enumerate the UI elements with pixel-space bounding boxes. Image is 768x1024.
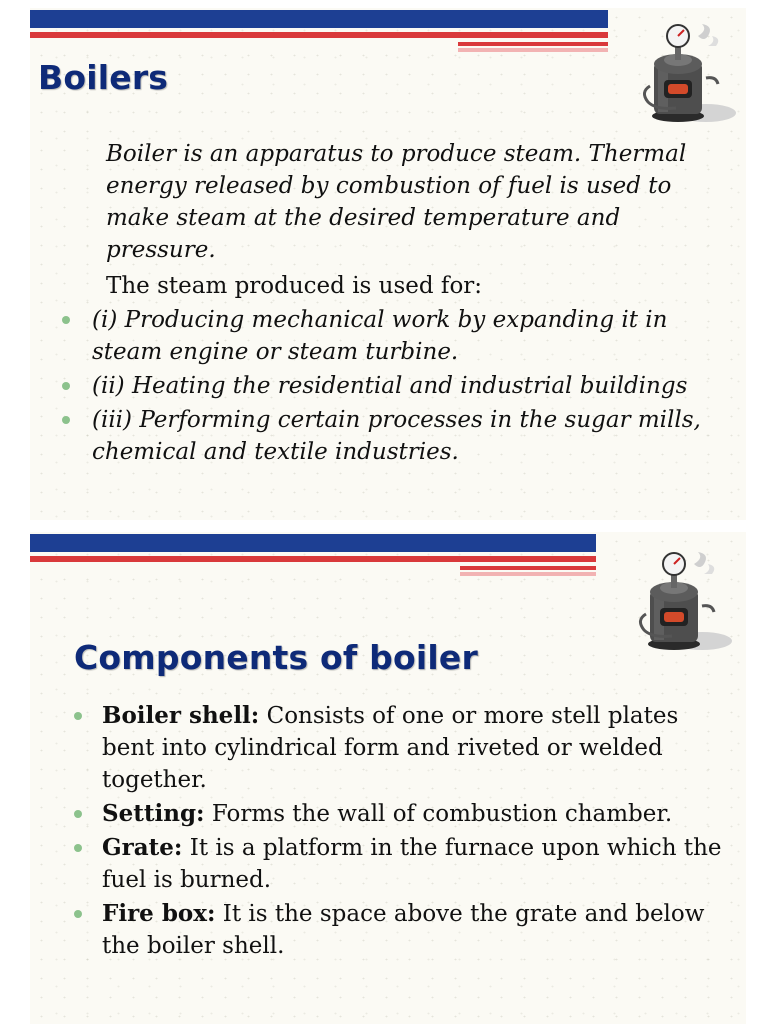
component-text: It is a platform in the furnace upon which the fuel is burned. [102,835,722,893]
bullet-dot-icon [74,810,82,818]
use-text: (iii) Performing certain processes in the sugar mills, chemical and textile industries. [92,407,701,465]
header-bar-red [30,556,596,562]
bullet-dot-icon [74,712,82,720]
slide-components [30,532,746,1024]
list-item [102,700,722,796]
header-bar-red-short [458,42,608,46]
list-item [92,404,732,468]
components-body [102,700,722,964]
component-term: Boiler shell: [102,702,260,729]
list-item [102,798,722,830]
bullet-dot-icon [74,844,82,852]
component-term: Fire box: [102,900,216,927]
uses-list [92,304,732,468]
page-title: Boilers [38,58,169,97]
bullet-dot-icon [62,316,70,324]
components-list [102,700,722,962]
list-item [102,898,722,962]
list-item [102,832,722,896]
component-text: Forms the wall of combustion chamber. [211,801,673,827]
component-text: Consists of one or more stell plates bent into cylindrical form and riveted or welded together. [102,703,679,793]
header-bar-red-short [460,566,596,570]
boilers-body [92,138,732,470]
header-bar-pink [458,48,608,52]
header-bar-blue [30,10,608,28]
uses-intro: The steam produced is used for: [106,273,483,299]
slide-boilers [30,8,746,520]
use-text: (ii) Heating the residential and industrial buildings [92,373,688,399]
section-title: Components of boiler [74,638,478,677]
component-text: It is the space above the grate and below the boiler shell. [102,901,705,959]
steam-boiler-icon [630,18,740,130]
bullet-dot-icon [62,416,70,424]
header-bar-blue [30,534,596,552]
component-term: Grate: [102,834,183,861]
header-bar-red [30,32,608,38]
bullet-dot-icon [62,382,70,390]
use-text: (i) Producing mechanical work by expanding it in steam engine or steam turbine. [92,307,668,365]
list-item [92,304,732,368]
list-item [92,370,732,402]
header-bar-pink [460,572,596,576]
boiler-definition: Boiler is an apparatus to produce steam. Thermal energy released by combustion of fuel is used to make steam at the desired temperature and pressure. [106,141,687,263]
component-term: Setting: [102,800,205,827]
bullet-dot-icon [74,910,82,918]
steam-boiler-icon [626,546,736,658]
